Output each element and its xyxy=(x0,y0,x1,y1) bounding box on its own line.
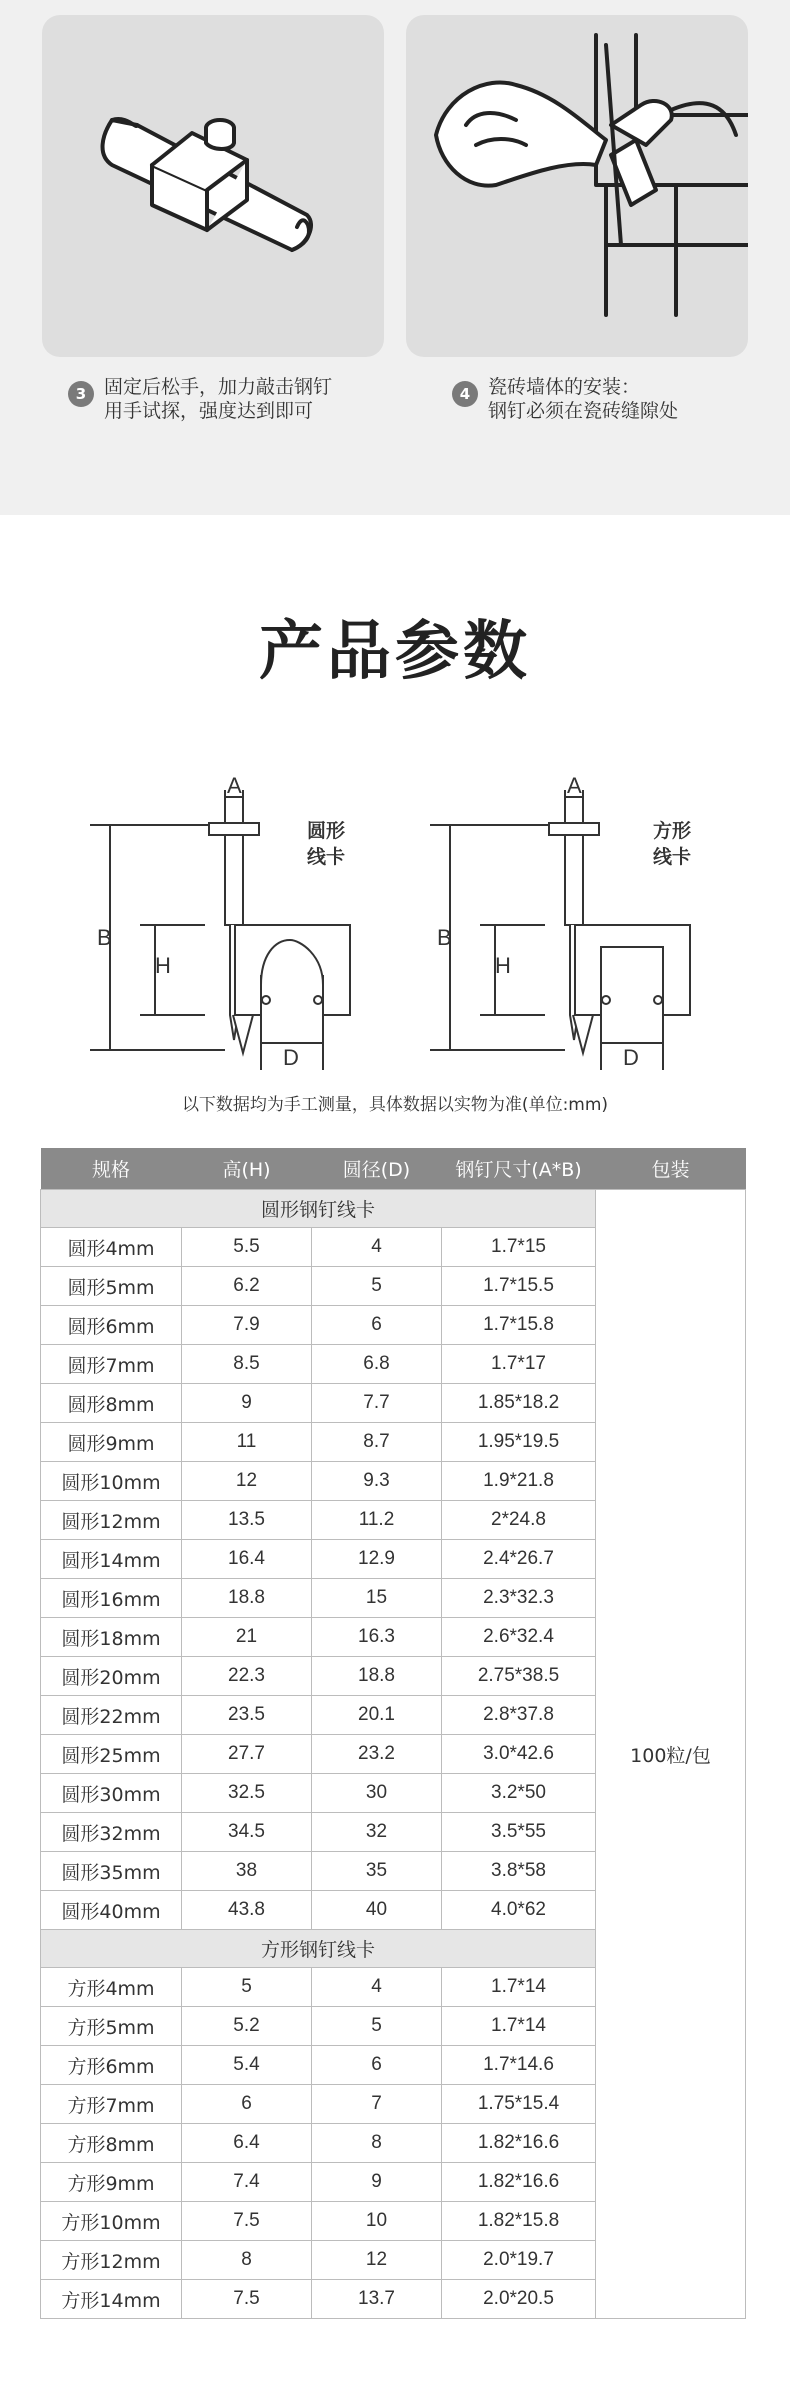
nail-size-cell: 1.7*14 xyxy=(442,2007,596,2046)
nail-size-cell: 1.7*15.8 xyxy=(442,1306,596,1345)
spec-cell: 圆形4mm xyxy=(41,1228,182,1267)
spec-cell: 圆形30mm xyxy=(41,1774,182,1813)
height-cell: 21 xyxy=(182,1618,312,1657)
header-height: 高(H) xyxy=(182,1148,312,1190)
spec-cell: 圆形25mm xyxy=(41,1735,182,1774)
spec-cell: 圆形32mm xyxy=(41,1813,182,1852)
header-nail-size: 钢钉尺寸(A*B) xyxy=(442,1148,596,1190)
step-3-text xyxy=(104,375,332,423)
diameter-cell: 35 xyxy=(312,1852,442,1891)
clip-name-line1: 圆形 xyxy=(307,820,346,842)
step-4-illustration xyxy=(406,15,748,357)
diameter-cell: 4 xyxy=(312,1228,442,1267)
height-cell: 38 xyxy=(182,1852,312,1891)
spec-cell: 方形8mm xyxy=(41,2124,182,2163)
height-cell: 7.5 xyxy=(182,2280,312,2319)
diameter-cell: 18.8 xyxy=(312,1657,442,1696)
step-number-badge: 4 xyxy=(452,381,478,407)
height-cell: 5.4 xyxy=(182,2046,312,2085)
diameter-cell: 9 xyxy=(312,2163,442,2202)
height-cell: 9 xyxy=(182,1384,312,1423)
spec-cell: 圆形16mm xyxy=(41,1579,182,1618)
diameter-cell: 7 xyxy=(312,2085,442,2124)
step-3-line1: 固定后松手，加力敲击钢钉 xyxy=(104,376,333,398)
nail-size-cell: 3.8*58 xyxy=(442,1852,596,1891)
spec-cell: 方形12mm xyxy=(41,2241,182,2280)
height-cell: 34.5 xyxy=(182,1813,312,1852)
diameter-cell: 10 xyxy=(312,2202,442,2241)
height-cell: 32.5 xyxy=(182,1774,312,1813)
step-3-illustration xyxy=(42,15,384,357)
height-cell: 16.4 xyxy=(182,1540,312,1579)
spec-cell: 方形6mm xyxy=(41,2046,182,2085)
nail-size-cell: 3.5*55 xyxy=(442,1813,596,1852)
step-number-badge: 3 xyxy=(68,381,94,407)
label-a: A xyxy=(567,775,582,798)
height-cell: 27.7 xyxy=(182,1735,312,1774)
diameter-cell: 13.7 xyxy=(312,2280,442,2319)
height-cell: 43.8 xyxy=(182,1891,312,1930)
diameter-cell: 23.2 xyxy=(312,1735,442,1774)
height-cell: 8.5 xyxy=(182,1345,312,1384)
section-title: 方形钢钉线卡 xyxy=(41,1930,596,1968)
step-3 xyxy=(68,375,332,423)
nail-size-cell: 2.8*37.8 xyxy=(442,1696,596,1735)
diameter-cell: 9.3 xyxy=(312,1462,442,1501)
step-3-line2: 用手试探，强度达到即可 xyxy=(104,400,314,422)
section-title: 产品参数 xyxy=(259,615,531,689)
spec-cell: 圆形6mm xyxy=(41,1306,182,1345)
table-header-row xyxy=(41,1148,746,1190)
label-d: D xyxy=(623,1045,639,1070)
clip-name-line1: 方形 xyxy=(653,820,692,842)
height-cell: 5.2 xyxy=(182,2007,312,2046)
nail-size-cell: 2.0*19.7 xyxy=(442,2241,596,2280)
nail-size-cell: 3.2*50 xyxy=(442,1774,596,1813)
spec-cell: 方形10mm xyxy=(41,2202,182,2241)
diameter-cell: 12 xyxy=(312,2241,442,2280)
measurement-note: 以下数据均为手工测量，具体数据以实物为准(单位:mm) xyxy=(181,1095,609,1115)
label-h: H xyxy=(155,953,171,978)
section-title: 圆形钢钉线卡 xyxy=(41,1190,596,1228)
diameter-cell: 6 xyxy=(312,2046,442,2085)
nail-size-cell: 2*24.8 xyxy=(442,1501,596,1540)
height-cell: 5 xyxy=(182,1968,312,2007)
diameter-cell: 30 xyxy=(312,1774,442,1813)
diameter-cell: 4 xyxy=(312,1968,442,2007)
spec-cell: 方形4mm xyxy=(41,1968,182,2007)
spec-cell: 圆形9mm xyxy=(41,1423,182,1462)
height-cell: 7.5 xyxy=(182,2202,312,2241)
label-d: D xyxy=(283,1045,299,1070)
spec-cell: 圆形40mm xyxy=(41,1891,182,1930)
diameter-cell: 7.7 xyxy=(312,1384,442,1423)
section-header-row xyxy=(41,1190,746,1228)
diameter-cell: 12.9 xyxy=(312,1540,442,1579)
spec-cell: 圆形5mm xyxy=(41,1267,182,1306)
nail-size-cell: 1.9*21.8 xyxy=(442,1462,596,1501)
diameter-cell: 5 xyxy=(312,1267,442,1306)
spec-cell: 圆形8mm xyxy=(41,1384,182,1423)
diameter-cell: 20.1 xyxy=(312,1696,442,1735)
diameter-cell: 8.7 xyxy=(312,1423,442,1462)
nail-size-cell: 1.82*16.6 xyxy=(442,2163,596,2202)
height-cell: 7.9 xyxy=(182,1306,312,1345)
diameter-cell: 40 xyxy=(312,1891,442,1930)
spec-table xyxy=(40,1148,746,2319)
spec-cell: 方形9mm xyxy=(41,2163,182,2202)
height-cell: 12 xyxy=(182,1462,312,1501)
diameter-cell: 6.8 xyxy=(312,1345,442,1384)
nail-size-cell: 1.7*14.6 xyxy=(442,2046,596,2085)
spec-cell: 方形14mm xyxy=(41,2280,182,2319)
step-4-line1: 瓷砖墙体的安装： xyxy=(488,376,641,398)
nail-size-cell: 1.7*14 xyxy=(442,1968,596,2007)
height-cell: 8 xyxy=(182,2241,312,2280)
height-cell: 13.5 xyxy=(182,1501,312,1540)
spec-cell: 圆形14mm xyxy=(41,1540,182,1579)
label-b: B xyxy=(97,925,112,950)
nail-size-cell: 2.4*26.7 xyxy=(442,1540,596,1579)
spec-cell: 方形5mm xyxy=(41,2007,182,2046)
diameter-cell: 15 xyxy=(312,1579,442,1618)
spec-cell: 圆形10mm xyxy=(41,1462,182,1501)
label-b: B xyxy=(437,925,452,950)
spec-cell: 圆形18mm xyxy=(41,1618,182,1657)
height-cell: 6.4 xyxy=(182,2124,312,2163)
spec-cell: 圆形35mm xyxy=(41,1852,182,1891)
square-clip-diagram xyxy=(425,775,725,1079)
spec-cell: 圆形12mm xyxy=(41,1501,182,1540)
spec-cell: 圆形22mm xyxy=(41,1696,182,1735)
diameter-cell: 5 xyxy=(312,2007,442,2046)
nail-size-cell: 1.7*15.5 xyxy=(442,1267,596,1306)
label-a: A xyxy=(227,775,242,798)
height-cell: 6.2 xyxy=(182,1267,312,1306)
round-clip-diagram xyxy=(85,775,385,1079)
height-cell: 11 xyxy=(182,1423,312,1462)
header-packaging: 包装 xyxy=(596,1148,746,1190)
nail-size-cell: 4.0*62 xyxy=(442,1891,596,1930)
nail-size-cell: 1.82*15.8 xyxy=(442,2202,596,2241)
nail-size-cell: 2.75*38.5 xyxy=(442,1657,596,1696)
installation-steps-panel xyxy=(0,0,790,515)
height-cell: 22.3 xyxy=(182,1657,312,1696)
height-cell: 23.5 xyxy=(182,1696,312,1735)
nail-size-cell: 1.75*15.4 xyxy=(442,2085,596,2124)
nail-size-cell: 1.82*16.6 xyxy=(442,2124,596,2163)
nail-size-cell: 2.6*32.4 xyxy=(442,1618,596,1657)
nail-size-cell: 2.0*20.5 xyxy=(442,2280,596,2319)
height-cell: 6 xyxy=(182,2085,312,2124)
nail-size-cell: 1.7*15 xyxy=(442,1228,596,1267)
height-cell: 7.4 xyxy=(182,2163,312,2202)
nail-size-cell: 2.3*32.3 xyxy=(442,1579,596,1618)
clip-name-line2: 线卡 xyxy=(653,846,692,868)
height-cell: 5.5 xyxy=(182,1228,312,1267)
step-4-line2: 钢钉必须在瓷砖缝隙处 xyxy=(488,400,679,422)
header-diameter: 圆径(D) xyxy=(312,1148,442,1190)
height-cell: 18.8 xyxy=(182,1579,312,1618)
label-h: H xyxy=(495,953,511,978)
spec-table-body xyxy=(41,1190,746,2319)
spec-cell: 圆形20mm xyxy=(41,1657,182,1696)
nail-size-cell: 1.85*18.2 xyxy=(442,1384,596,1423)
step-4 xyxy=(452,375,678,423)
nail-size-cell: 1.7*17 xyxy=(442,1345,596,1384)
spec-cell: 方形7mm xyxy=(41,2085,182,2124)
diameter-cell: 6 xyxy=(312,1306,442,1345)
diameter-cell: 11.2 xyxy=(312,1501,442,1540)
packaging-cell: 100粒/包 xyxy=(596,1190,746,2319)
step-4-text xyxy=(488,375,678,423)
nail-size-cell: 3.0*42.6 xyxy=(442,1735,596,1774)
nail-size-cell: 1.95*19.5 xyxy=(442,1423,596,1462)
header-spec: 规格 xyxy=(41,1148,182,1190)
clip-name-line2: 线卡 xyxy=(307,846,346,868)
spec-cell: 圆形7mm xyxy=(41,1345,182,1384)
diameter-cell: 16.3 xyxy=(312,1618,442,1657)
diameter-cell: 32 xyxy=(312,1813,442,1852)
diameter-cell: 8 xyxy=(312,2124,442,2163)
